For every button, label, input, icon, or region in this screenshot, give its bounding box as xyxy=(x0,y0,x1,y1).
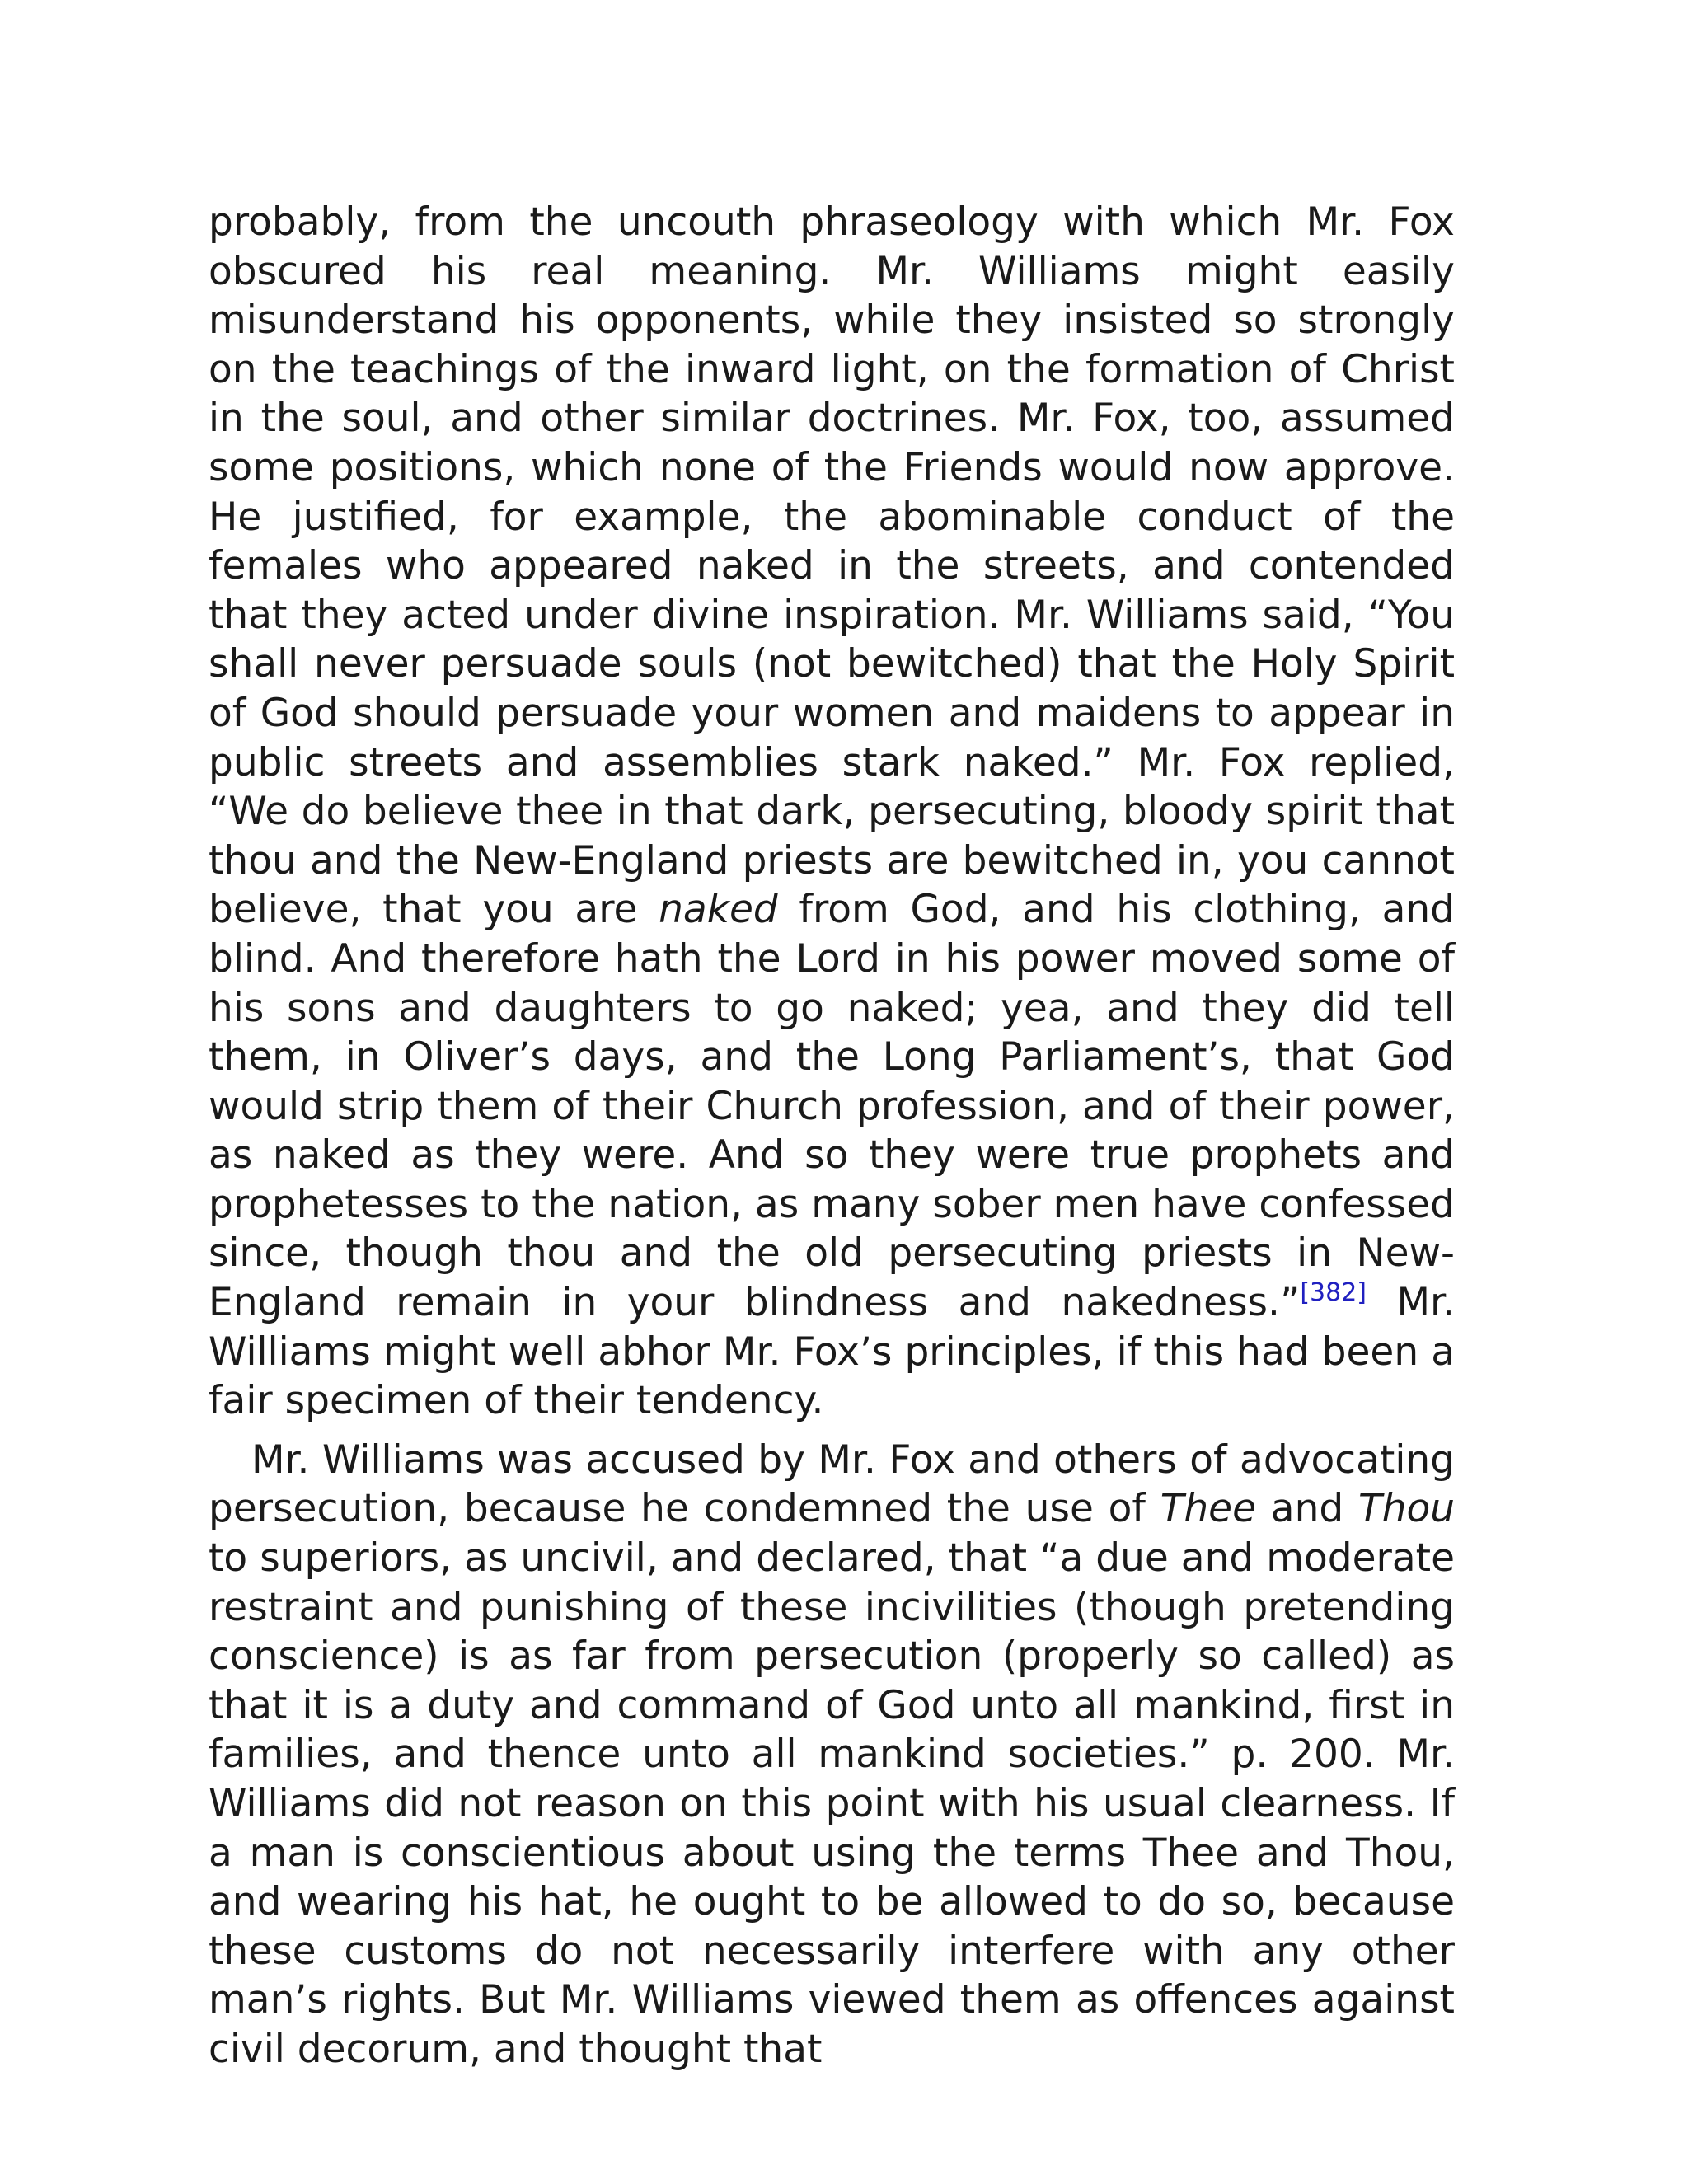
emphasis-naked: naked xyxy=(659,887,778,933)
paragraph-2-text-c: to superiors, as uncivil, and declared, that “a due and moderate restraint and punishing of these incivilities (though pretending conscience) is as far from persecution (properly so called) as that it is a duty and command of God unto all mankind, first in families, and thence unto all mankind societies.” p. 200. Mr. Williams did not reason on this point with his usual clearness. If a man is conscientious about using the terms Thee and Thou, and wearing his hat, he ought to be allowed to do so, because these customs do not necessarily interfere with any other man’s rights. But Mr. Williams viewed them as offences against civil decorum, and thought that xyxy=(209,1535,1455,2072)
paragraph-1-text-b: from God, and his clothing, and blind. And therefore hath the Lord in his power moved some of his sons and daughters to go naked; yea, and they did tell them, in Oliver’s days, and the Long Parliament’s, that God would strip them of their Church profession, and of their power, as naked as they were. And so they were true prophets and prophetesses to the nation, as many sober men have confessed since, though thou and the old persecuting priests in New-England remain in your blindness and nakedness.” xyxy=(209,887,1455,1326)
emphasis-thou: Thou xyxy=(1357,1486,1455,1532)
paragraph-2 xyxy=(209,1436,1455,2074)
page-body xyxy=(209,198,1455,2074)
paragraph-2-text-b: and xyxy=(1256,1486,1358,1532)
paragraph-1 xyxy=(209,198,1455,1426)
paragraph-1-text-a: probably, from the uncouth phraseology with which Mr. Fox obscured his real meaning. Mr. Williams might easily misunderstand his opponents, while they insisted so strongly on the teachings of the inward light, on the formation of Christ in the soul, and other similar doctrines. Mr. Fox, too, assumed some positions, which none of the Friends would now approve. He justified, for example, the abominable conduct of the females who appeared naked in the streets, and contended that they acted under divine inspiration. Mr. Williams said, “You shall never persuade souls (not bewitched) that the Holy Spirit of God should persuade your women and maidens to appear in public streets and assemblies stark naked.” Mr. Fox replied, “We do believe thee in that dark, persecuting, bloody spirit that thou and the New-England priests are bewitched in, you cannot believe, that you are xyxy=(209,199,1455,933)
footnote-link-382[interactable]: [382] xyxy=(1300,1278,1367,1308)
emphasis-thee: Thee xyxy=(1160,1486,1257,1532)
paragraph-2-text-a: Mr. Williams was accused by Mr. Fox and others of advocating persecution, because he condemned the use of xyxy=(209,1436,1455,1532)
paragraph-1-text-c: Mr. Williams might well abhor Mr. Fox’s principles, if this had been a fair specimen of their tendency. xyxy=(209,1280,1455,1424)
